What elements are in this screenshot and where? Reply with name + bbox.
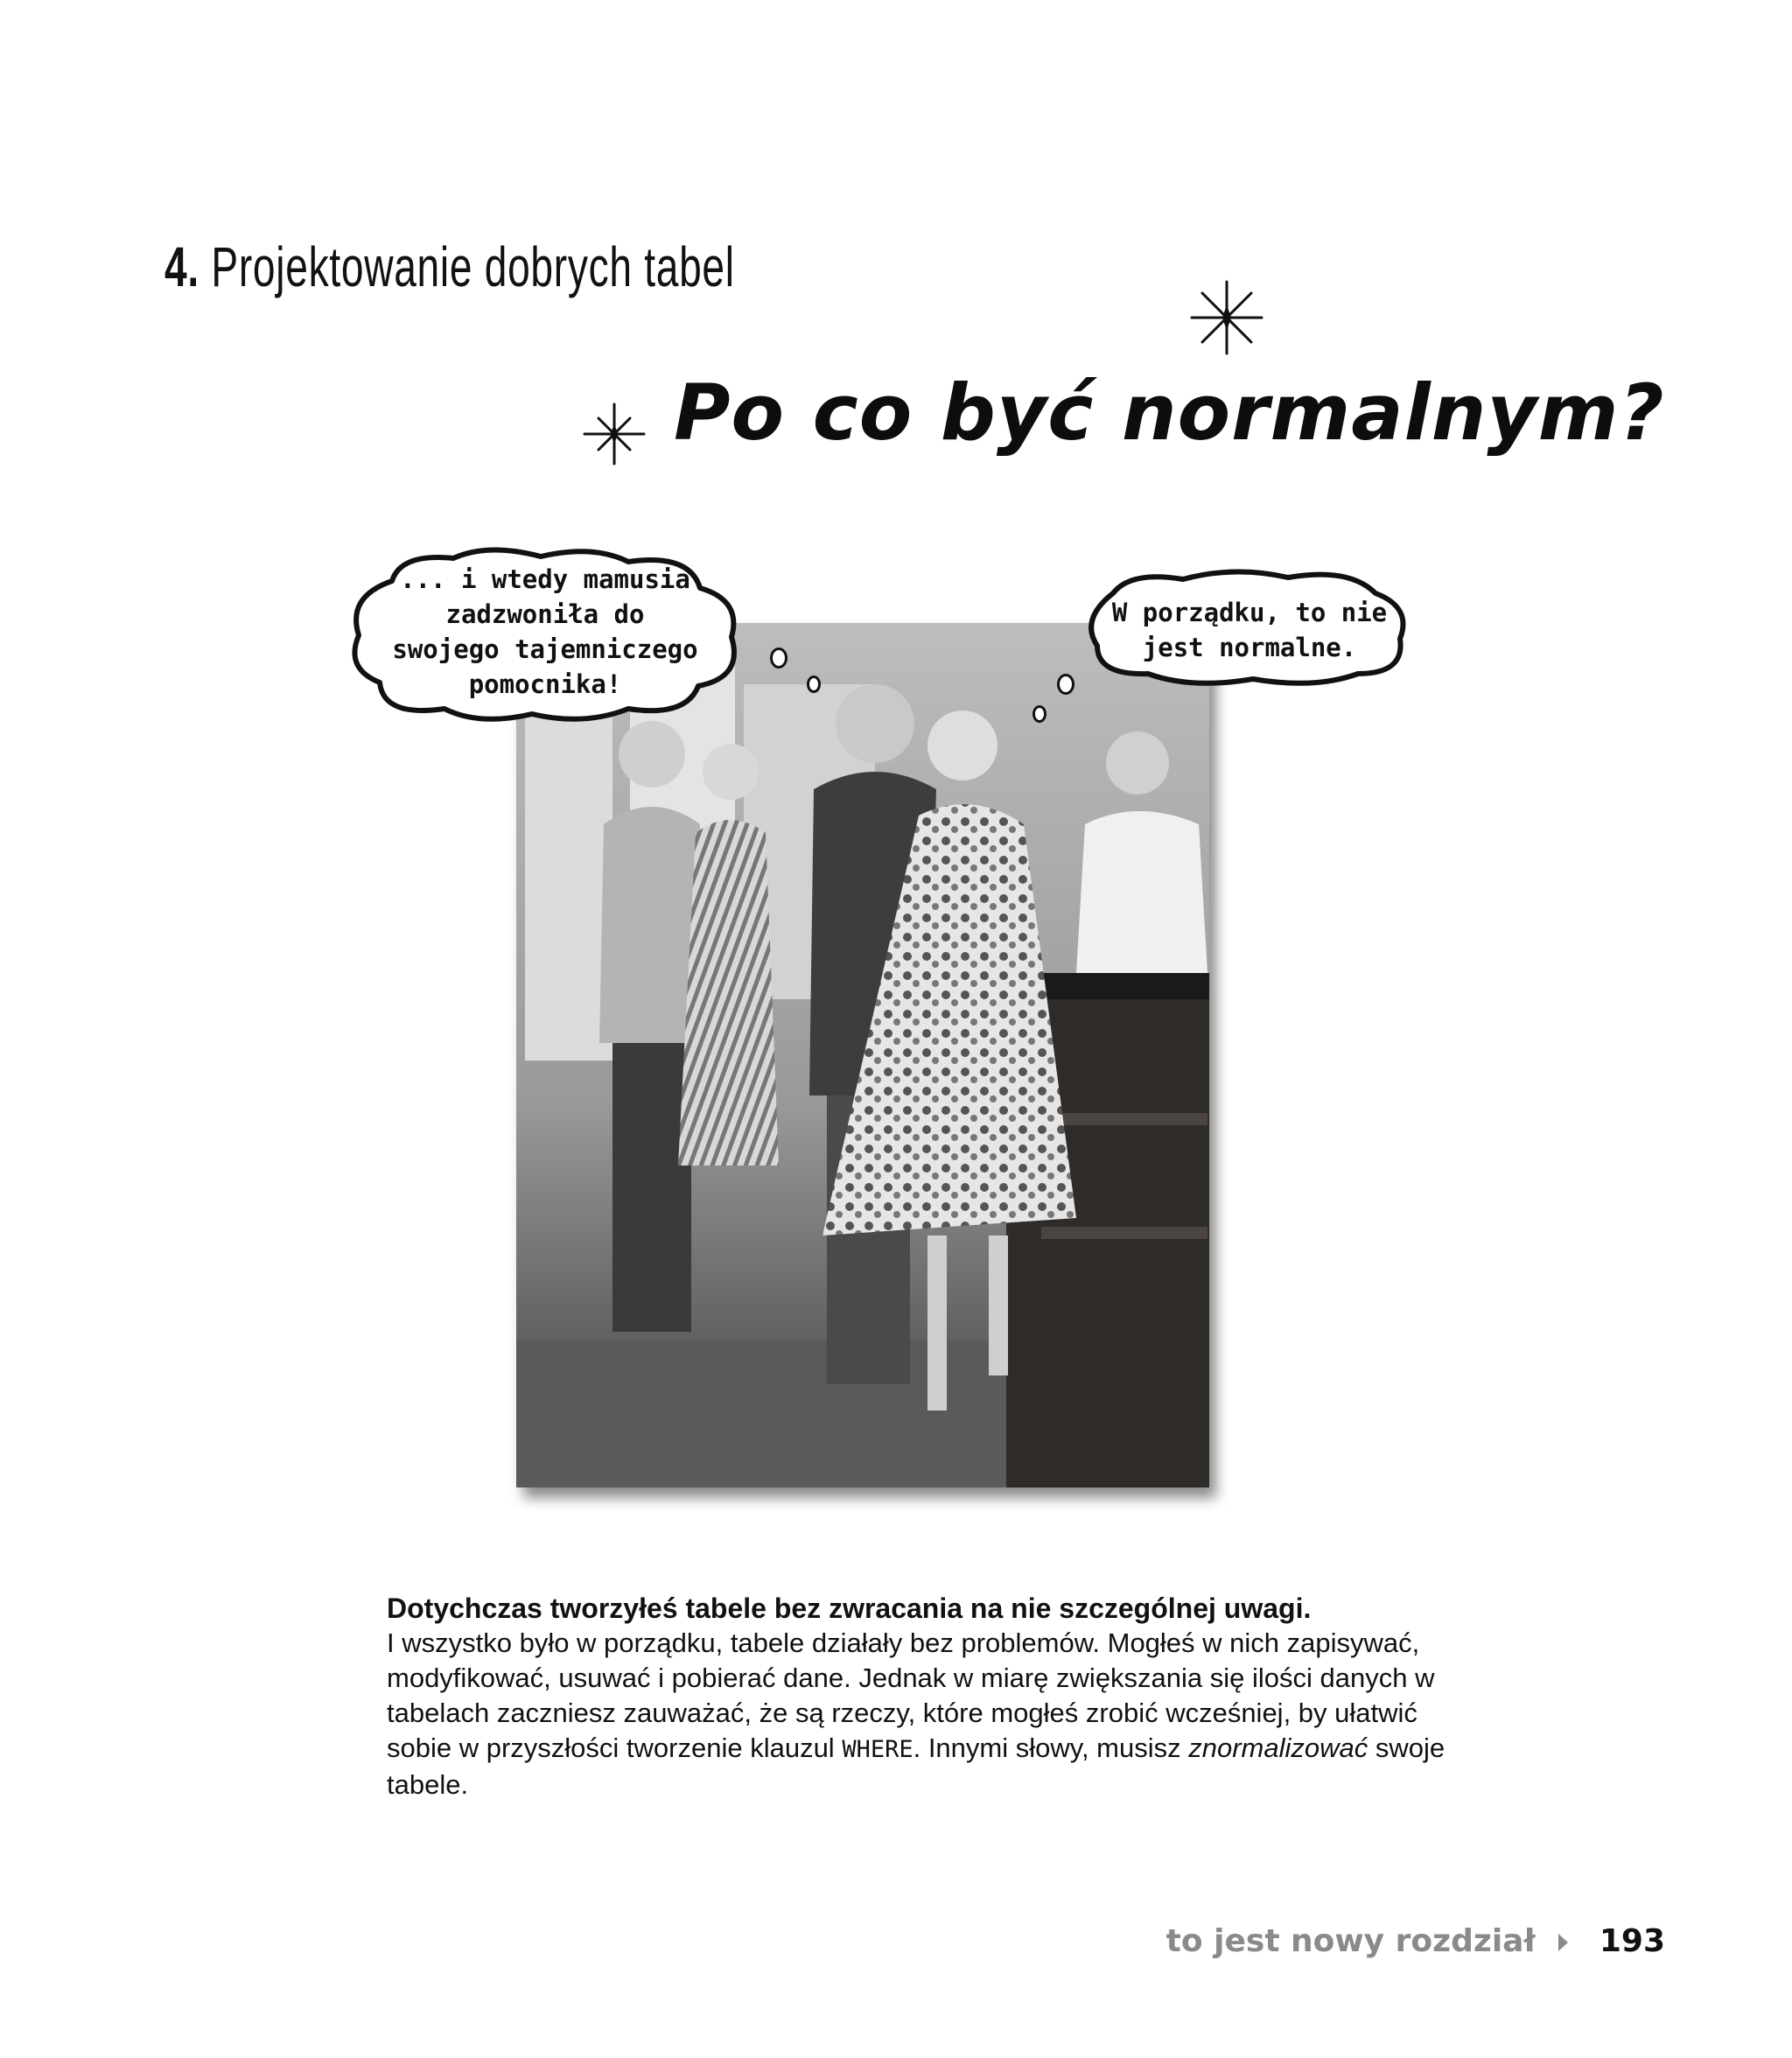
chapter-title: Po co być normalnym? bbox=[674, 368, 1665, 458]
page-footer bbox=[1166, 1923, 1665, 1959]
chapter-number: 4. bbox=[164, 235, 200, 298]
bubble-line: swojego tajemniczego bbox=[392, 634, 698, 664]
speech-bubble-left-text bbox=[357, 562, 733, 702]
thought-dot bbox=[770, 648, 788, 668]
sparkle-icon bbox=[1183, 278, 1270, 357]
speech-bubble-right-text bbox=[1092, 595, 1407, 665]
bubble-line: pomocnika! bbox=[468, 669, 622, 699]
bubble-line: W porządku, to nie bbox=[1111, 598, 1388, 627]
bubble-line: zadzwoniła do bbox=[445, 599, 645, 629]
chapter-heading-text: Projektowanie dobrych tabel bbox=[211, 235, 735, 298]
thought-dot bbox=[807, 676, 821, 693]
chapter-photo bbox=[516, 623, 1209, 1488]
sparkle-icon bbox=[581, 401, 648, 467]
intro-code: WHERE bbox=[842, 1736, 914, 1763]
footer-label: to jest nowy rozdział bbox=[1166, 1923, 1536, 1959]
triangle-right-icon bbox=[1558, 1934, 1568, 1951]
intro-body-1: I wszystko było w porządku, tabele działały bez problemów. Mogłeś w nich zapisywać, modyfikować, usuwać i pobierać dane. Jednak w miarę zwiększania się ilości danych w tabelach zaczniesz zauważać, że są rzeczy, które mogłeś zrobić wcześniej, by ułatwić sobie w przyszłości tworzenie klauzul bbox=[387, 1628, 1435, 1763]
intro-paragraph bbox=[387, 1591, 1454, 1802]
intro-lead: Dotychczas tworzyłeś tabele bez zwracania na nie szczególnej uwagi. bbox=[387, 1592, 1312, 1624]
intro-body-3: swoje tabele. bbox=[387, 1732, 1446, 1800]
intro-emphasis: znormalizować bbox=[1188, 1732, 1368, 1763]
bubble-line: ... i wtedy mamusia bbox=[400, 564, 690, 594]
intro-body-2: . Innymi słowy, musisz bbox=[913, 1732, 1189, 1763]
thought-dot bbox=[1057, 674, 1074, 695]
thought-dot bbox=[1032, 705, 1046, 723]
chapter-heading bbox=[164, 234, 735, 299]
bubble-line: jest normalne. bbox=[1142, 633, 1357, 662]
page-number: 193 bbox=[1599, 1923, 1665, 1959]
